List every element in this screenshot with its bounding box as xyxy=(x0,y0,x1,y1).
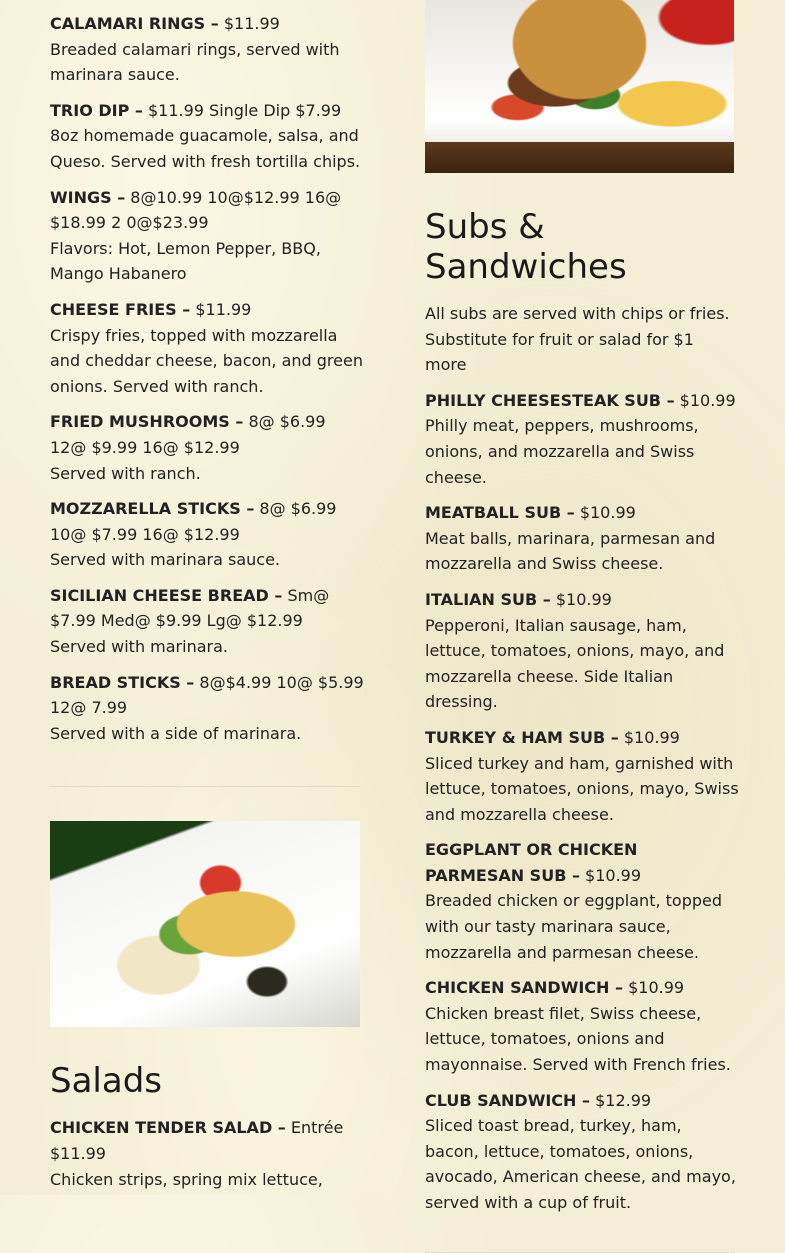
menu-item xyxy=(50,583,365,660)
item-price: 8@ $6.99 10@ $7.99 16@ $12.99 xyxy=(50,499,337,544)
item-price: $10.99 xyxy=(550,589,612,609)
appetizer-list xyxy=(50,11,365,746)
item-name: CHICKEN TENDER SALAD – xyxy=(50,1118,286,1138)
item-description: Meat balls, marinara, parmesan and mozzarella and Swiss cheese. xyxy=(425,528,716,574)
salad-photo xyxy=(50,821,360,1027)
item-name: BREAD STICKS – xyxy=(50,672,195,692)
item-price: $11.99 Single Dip $7.99 xyxy=(142,100,342,120)
item-price: $11.99 xyxy=(190,299,252,319)
item-name: WINGS – xyxy=(50,187,126,207)
item-name: SICILIAN CHEESE BREAD – xyxy=(50,585,283,605)
left-column xyxy=(50,11,365,1202)
item-name: PHILLY CHEESESTEAK SUB – xyxy=(425,390,675,410)
item-description: Served with ranch. xyxy=(50,463,201,483)
subs-intro: All subs are served with chips or fries. Substitute for fruit or salad for $1 more xyxy=(425,304,730,375)
menu-item xyxy=(425,837,740,965)
right-column xyxy=(425,0,740,1253)
item-price: Sm@ $7.99 Med@ $9.99 Lg@ $12.99 xyxy=(50,585,330,631)
menu-item xyxy=(425,725,740,827)
salad-list xyxy=(50,1115,365,1192)
item-description: Crispy fries, topped with mozzarella and cheddar cheese, bacon, and green onions. Served with ranch. xyxy=(50,325,363,396)
menu-item xyxy=(50,11,365,88)
item-price: 8@$4.99 10@ $5.99 12@ 7.99 xyxy=(50,672,364,718)
subs-heading: Subs & Sandwiches xyxy=(425,207,627,287)
item-name: MEATBALL SUB – xyxy=(425,503,575,523)
menu-item xyxy=(425,500,740,577)
menu-item xyxy=(425,975,740,1077)
item-price: $11.99 xyxy=(218,14,280,33)
item-price: $10.99 xyxy=(574,503,636,523)
subs-list xyxy=(425,388,740,1216)
item-description: Philly meat, peppers, mushrooms, onions, and mozzarella and Swiss cheese. xyxy=(425,416,699,487)
item-price: 8@10.99 10@$12.99 16@ $18.99 2 0@$23.99 xyxy=(50,187,342,233)
item-name: MOZZARELLA STICKS – xyxy=(50,499,255,519)
item-price: $10.99 xyxy=(618,727,680,747)
section-divider xyxy=(50,786,360,787)
item-name: CALAMARI RINGS – xyxy=(50,14,219,33)
item-description: Flavors: Hot, Lemon Pepper, BBQ, Mango Habanero xyxy=(50,238,321,284)
item-name: TRIO DIP – xyxy=(50,100,143,120)
item-description: Pepperoni, Italian sausage, ham, lettuce, tomatoes, onions, mayo, and mozzarella cheese. Side Italian dressing. xyxy=(425,615,725,712)
item-description: Served with marinara. xyxy=(50,637,228,657)
menu-item xyxy=(50,409,365,486)
item-description: Served with a side of marinara. xyxy=(50,723,302,743)
item-price: 8@ $6.99 12@ $9.99 16@ $12.99 xyxy=(50,412,326,457)
item-description: Breaded calamari rings, served with marinara sauce. xyxy=(50,39,340,85)
menu-item xyxy=(50,1115,365,1192)
item-name: ITALIAN SUB – xyxy=(425,589,551,609)
sandwich-photo xyxy=(425,0,734,173)
item-price: Entrée $11.99 xyxy=(50,1118,344,1164)
item-description: Served with marinara sauce. xyxy=(50,550,280,570)
menu-item xyxy=(425,388,740,490)
menu-item xyxy=(50,297,365,399)
menu-item xyxy=(50,496,365,573)
item-description: Sliced turkey and ham, garnished with lettuce, tomatoes, onions, mayo, Swiss and mozzarella cheese. xyxy=(425,753,739,824)
item-description: Sliced toast bread, turkey, ham, bacon, lettuce, tomatoes, onions, avocado, American cheese, and mayo, served with a cup of fruit. xyxy=(425,1116,736,1212)
menu-item xyxy=(425,587,740,715)
item-name: TURKEY & HAM SUB – xyxy=(425,727,619,747)
menu-item xyxy=(50,670,365,747)
menu-item xyxy=(50,185,365,287)
item-description: Chicken strips, spring mix lettuce, xyxy=(50,1169,323,1189)
item-name: FRIED MUSHROOMS – xyxy=(50,412,244,432)
item-description: Breaded chicken or eggplant, topped with our tasty marinara sauce, mozzarella and parmesan cheese. xyxy=(425,891,723,962)
menu-item xyxy=(50,98,365,175)
item-name: CHICKEN SANDWICH – xyxy=(425,978,623,998)
section-divider xyxy=(425,1252,735,1253)
item-name: CLUB SANDWICH – xyxy=(425,1090,591,1110)
item-description: 8oz homemade guacamole, salsa, and Queso. Served with fresh tortilla chips. xyxy=(50,126,361,171)
item-price: $10.99 xyxy=(674,390,736,410)
item-description: Chicken breast filet, Swiss cheese, lettuce, tomatoes, onions and mayonnaise. Served with French fries. xyxy=(425,1003,731,1075)
item-name: EGGPLANT OR CHICKEN PARMESAN SUB – xyxy=(425,840,638,885)
item-name: CHEESE FRIES – xyxy=(50,299,191,319)
salads-heading: Salads xyxy=(50,1061,162,1102)
menu-item xyxy=(425,1088,740,1216)
item-price: $10.99 xyxy=(623,978,685,998)
item-price: $12.99 xyxy=(590,1090,652,1110)
item-price: $10.99 xyxy=(579,865,642,885)
